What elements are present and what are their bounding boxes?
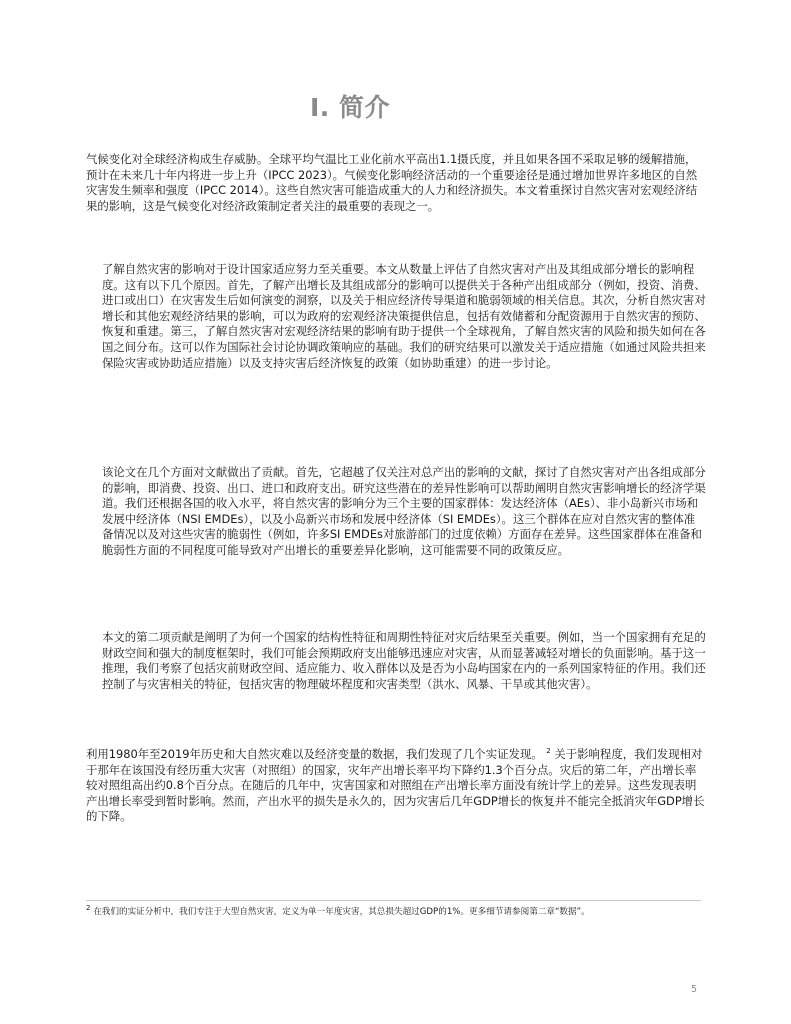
footnote-divider (86, 900, 701, 901)
footnote (86, 906, 701, 919)
intro-paragraph-5 (86, 747, 706, 825)
paragraph-5-rest: 关于影响程度，我们发现相对于那年在该国没有经历重大灾害（对照组）的国家，灾年产出增长率平均下降约1.3个百分点。灾后的第二年，产出增长率较对照组高出约0.8个百分点。在随后的几年中，灾害国家和对照组在产出增长率方面没有统计学上的差异。这些发现表明产出增长率受到暂时影响。然而，产出水平的损失是永久的，因为灾害后几年GDP增长的恢复并不能完全抵消灾年GDP增长的下降。 (86, 747, 705, 824)
footnote-reference[interactable]: 2 (546, 747, 551, 756)
section-title: I. 简介 (310, 93, 391, 122)
intro-paragraph-4: 本文的第二项贡献是阐明了为何一个国家的结构性特征和周期性特征对灾后结果至关重要。例如，当一个国家拥有充足的财政空间和强大的制度框架时，我们可能会预期政府支出能够迅速应对灾害，从而显著减轻对增长的负面影响。基于这一推理，我们考察了包括灾前财政空间、适应能力、收入群体以及是否为小岛屿国家在内的一系列国家特征的作用。我们还控制了与灾害相关的特征，包括灾害的物理破坏程度和灾害类型（洪水、风暴、干旱或其他灾害）。 (102, 630, 706, 691)
paragraph-5-start: 利用1980年至2019年历史和大自然灾难以及经济变量的数据，我们发现了几个实证发现。 (86, 747, 543, 761)
page-number: 5 (691, 984, 698, 995)
footnote-marker: 2 (86, 904, 91, 913)
intro-paragraph-3: 该论文在几个方面对文献做出了贡献。首先，它超越了仅关注对总产出的影响的文献，探讨了自然灾害对产出各组成部分的影响，即消费、投资、出口、进口和政府支出。研究这些潜在的差异性影响可以帮助阐明自然灾害影响增长的经济学渠道。我们还根据各国的收入水平，将自然灾害的影响分为三个主要的国家群体：发达经济体（AEs）、非小岛新兴市场和发展中经济体（NSI EMDEs），以及小岛新兴市场和发展中经济体（SI EMDEs）。这三个群体在应对自然灾害的整体准备情况以及对这些灾害的脆弱性（例如，许多SI EMDEs对旅游部门的过度依赖）方面存在差异。这些国家群体在准备和脆弱性方面的不同程度可能导致对产出增长的重要差异化影响，这可能需要不同的政策反应。 (102, 465, 706, 557)
intro-paragraph-1: 气候变化对全球经济构成生存威胁。全球平均气温比工业化前水平高出1.1摄氏度，并且如果各国不采取足够的缓解措施，预计在未来几十年内将进一步上升（IPCC 2023）。气候变化影响经济活动的一个重要途径是通过增加世界许多地区的自然灾害发生频率和强度（IPCC 2014）。这些自然灾害可能造成重大的人力和经济损失。本文着重探讨自然灾害对宏观经济结果的影响，这是气候变化对经济政策制定者关注的最重要的表现之一。 (86, 152, 698, 213)
footnote-text: 在我们的实证分析中，我们专注于大型自然灾害，定义为单一年度灾害，其总损失超过GDP的1%。更多细节请参阅第二章“数据”。 (90, 907, 590, 917)
intro-paragraph-2: 了解自然灾害的影响对于设计国家适应努力至关重要。本文从数量上评估了自然灾害对产出及其组成部分增长的影响程度。这有以下几个原因。首先，了解产出增长及其组成部分的影响可以提供关于各种产出组成部分（例如，投资、消费、进口或出口）在灾害发生后如何演变的洞察，以及关于相应经济传导渠道和脆弱领域的相关信息。其次，分析自然灾害对增长和其他宏观经济结果的影响，可以为政府的宏观经济决策提供信息，包括有效储蓄和分配资源用于自然灾害的预防、恢复和重建。第三，了解自然灾害对宏观经济结果的影响有助于提供一个全球视角，了解自然灾害的风险和损失如何在各国之间分布。这可以作为国际社会讨论协调政策响应的基础。我们的研究结果可以激发关于适应措施（如通过风险共担来保险灾害或协助适应措施）以及支持灾害后经济恢复的政策（如协助重建）的进一步讨论。 (102, 262, 706, 370)
